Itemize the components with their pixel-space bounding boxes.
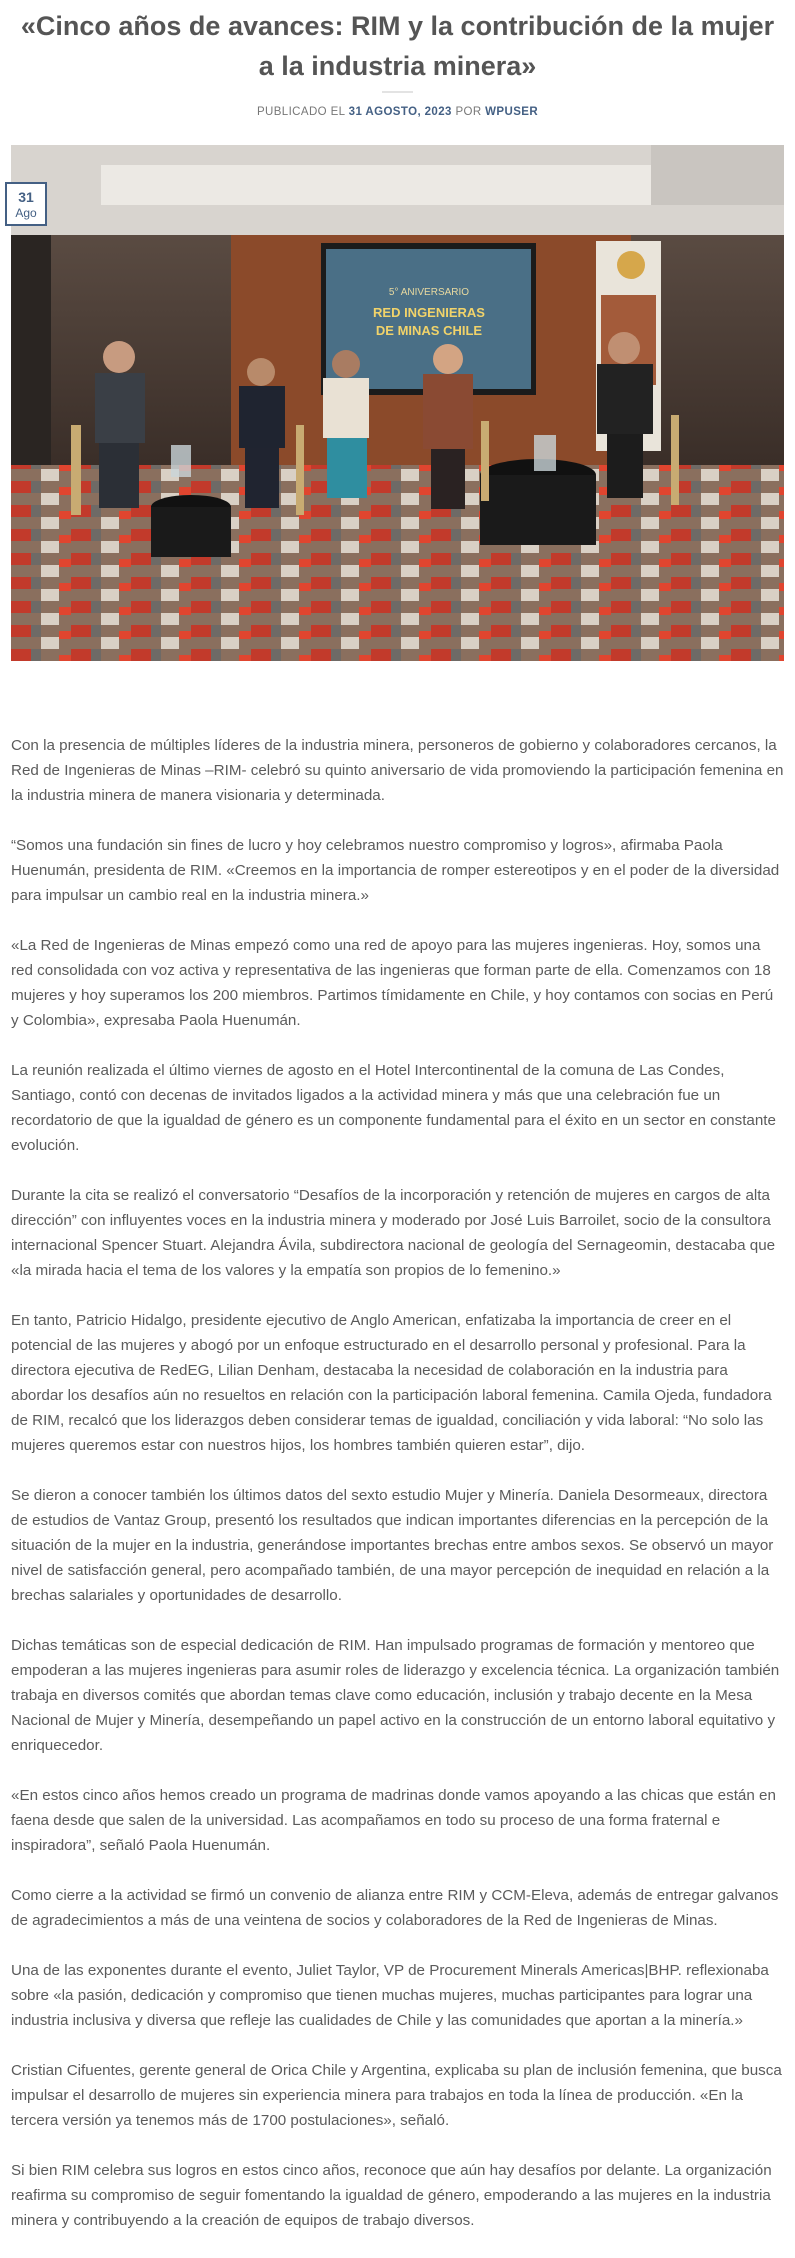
article-paragraph: Dichas temáticas son de especial dedicación de RIM. Han impulsado programas de formación y mentoreo que empoderan a las mujeres ingenieras para asumir roles de liderazgo y excelencia técnica. La organización también trabaja en diversos comités que abordan temas clave como educación, inclusión y trabajo decente en la Mesa Nacional de Mujer y Minería, desempeñando un papel activo en la construcción de un entorno laboral equitativo y enriquecedor. [11, 1637, 780, 1754]
post-date-link[interactable]: 31 AGOSTO, 2023 [348, 106, 452, 118]
screen-text-1: 5° ANIVERSARIO [388, 287, 470, 298]
article-paragraph: En tanto, Patricio Hidalgo, presidente ejecutivo de Anglo American, enfatizaba la importancia de creer en el potencial de las mujeres y abogó por un enfoque estructurado en el desarrollo personal y profesional. Para la directora ejecutiva de RedEG, Lilian Denham, destacaba la necesidad de colaboración en la industria para abordar los desafíos aún no resueltos en relación con la participación laboral femenina. Camila Ojeda, fundadora de RIM, recalcó que los liderazgos deben considerar temas de igualdad, conciliación y vida laboral: “No solo las mujeres queremos estar con nuestros hijos, los hombres también quieren estar”, dijo. [11, 1312, 772, 1454]
screen-text-2: RED INGENIERAS [373, 305, 485, 320]
article-body [11, 733, 784, 2258]
article-paragraph: Se dieron a conocer también los últimos datos del sexto estudio Mujer y Minería. Daniela Desormeaux, directora de estudios de Vantaz Group, presentó los resultados que indican importantes diferencias en la percepción de la situación de la mujer en la industria, generándose importantes brechas entre ambos sexos. Se observó un mayor nivel de satisfacción general, pero acompañado también, de una mayor percepción de inequidad en relación a la brechas salariales y oportunidades de desarrollo. [11, 1487, 774, 1604]
meta-by-label: POR [455, 106, 482, 118]
meta-published-label: PUBLICADO EL [256, 106, 346, 118]
article-paragraph: Cristian Cifuentes, gerente general de Orica Chile y Argentina, explicaba su plan de inclusión femenina, que busca impulsar el desarrollo de mujeres sin experiencia minera para trabajos en toda la línea de producción. «En la tercera versión ya tenemos más de 1700 postulaciones», señaló. [11, 2062, 782, 2129]
screen-text-3: DE MINAS CHILE [375, 323, 483, 338]
article-paragraph: Como cierre a la actividad se firmó un convenio de alianza entre RIM y CCM-Eleva, además de entregar galvanos de agradecimientos a más de una veintena de socios y colaboradores de la Red de Ingenieras de Minas. [11, 1887, 779, 1929]
article-paragraph: La reunión realizada el último viernes de agosto en el Hotel Intercontinental de la comuna de Las Condes, Santiago, contó con decenas de invitados ligados a la actividad minera y más que una celebración fue un recordatorio de que la igualdad de género es un componente fundamental para el éxito en un sector en constante evolución. [11, 1062, 776, 1154]
event-photo [11, 145, 784, 661]
article-paragraph: Con la presencia de múltiples líderes de la industria minera, personeros de gobierno y colaboradores cercanos, la Red de Ingenieras de Minas –RIM- celebró su quinto aniversario de vida promoviendo la participación femenina en la industria minera de manera visionaria y determinada. [11, 737, 784, 804]
article-paragraph: Si bien RIM celebra sus logros en estos cinco años, reconoce que aún hay desafíos por delante. La organización reafirma su compromiso de seguir fomentando la igualdad de género, empoderando a las mujeres en la industria minera y contribuyendo a la creación de equipos de trabajo diversos. [11, 2162, 772, 2229]
post-meta [0, 106, 795, 118]
article-paragraph: «La Red de Ingenieras de Minas empezó como una red de apoyo para las mujeres ingenieras. Hoy, somos una red consolidada con voz activa y representativa de las ingenieras que forman parte de ella. Comenzamos con 18 mujeres y hoy superamos los 200 miembros. Partimos tímidamente en Chile, y hoy contamos con socias en Perú y Colombia», expresaba Paola Huenumán. [11, 937, 774, 1029]
date-badge [5, 182, 47, 226]
article-paragraph: Durante la cita se realizó el conversatorio “Desafíos de la incorporación y retención de mujeres en cargos de alta dirección” con influyentes voces en la industria minera y moderado por José Luis Barroilet, socio de la consultora internacional Spencer Stuart. Alejandra Ávila, subdirectora nacional de geología del Sernageomin, destacaba que «la mirada hacia el tema de los valores y la empatía son propios de lo femenino.» [11, 1187, 776, 1279]
post-title: «Cinco años de avances: RIM y la contribución de la mujer a la industria minera» [20, 11, 775, 81]
post-author-link[interactable]: WPUSER [485, 106, 539, 118]
badge-month: Ago [15, 206, 37, 220]
badge-day: 31 [18, 189, 34, 205]
article-paragraph: Una de las exponentes durante el evento, Juliet Taylor, VP de Procurement Minerals Americas|BHP. reflexionaba sobre «la pasión, dedicación y compromiso que tienen muchas mujeres, muchas participantes para lograr una industria inclusiva y diversa que refleje las cualidades de Chile y las comunidades que aportan a la minería.» [11, 1962, 769, 2029]
article-paragraph: “Somos una fundación sin fines de lucro y hoy celebramos nuestro compromiso y logros», afirmaba Paola Huenumán, presidenta de RIM. «Creemos en la importancia de romper estereotipos y en el poder de la diversidad para impulsar un cambio real en la industria minera.» [11, 837, 780, 904]
article-paragraph: «En estos cinco años hemos creado un programa de madrinas donde vamos apoyando a las chicas que están en faena desde que salen de la universidad. Las acompañamos en todo su proceso de una forma fraternal e inspiradora”, señaló Paola Huenumán. [11, 1787, 776, 1854]
featured-image [11, 145, 784, 661]
title-divider [382, 91, 413, 93]
